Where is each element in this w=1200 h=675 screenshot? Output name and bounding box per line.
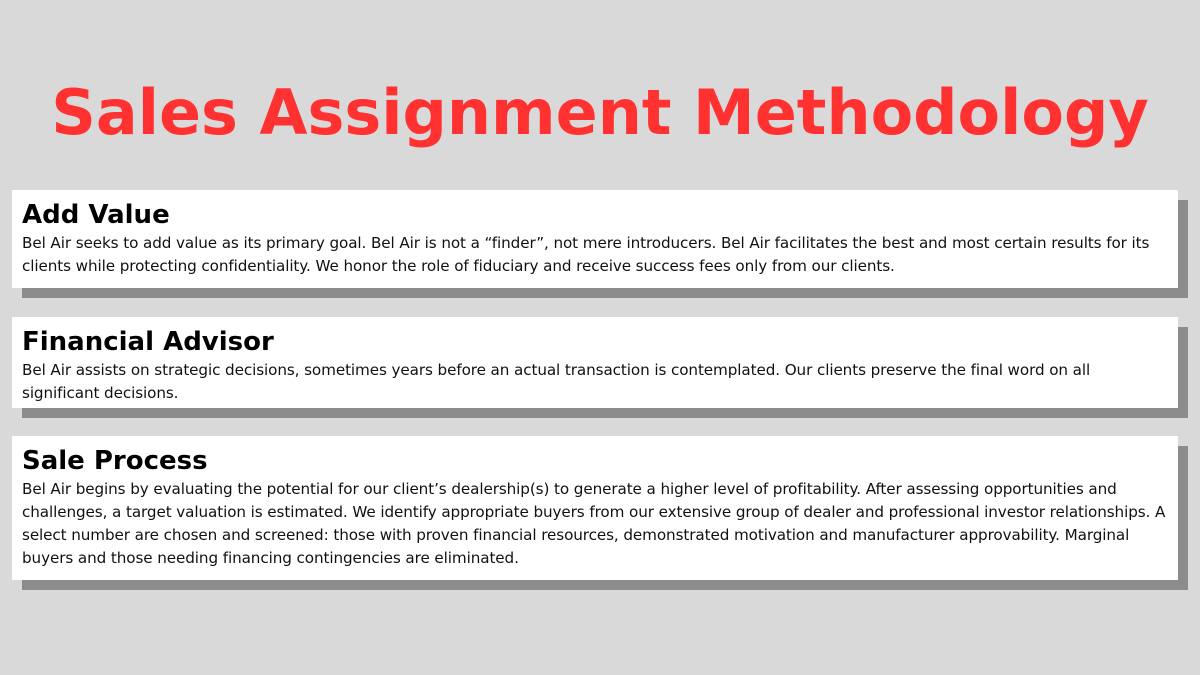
- section-card-sale-process: [12, 436, 1178, 580]
- section-heading: Financial Advisor: [22, 327, 274, 357]
- card-panel: [12, 436, 1178, 580]
- section-card-add-value: [12, 190, 1178, 288]
- section-body: Bel Air seeks to add value as its primary goal. Bel Air is not a “finder”, not mere introducers. Bel Air facilitates the best and most certain results for its clients while protecting confidentiality. We honor the role of fiduciary and receive success fees only from our clients.: [22, 234, 1150, 275]
- card-panel: [12, 317, 1178, 408]
- section-heading: Sale Process: [22, 446, 208, 476]
- section-heading: Add Value: [22, 200, 170, 230]
- page-title: Sales Assignment Methodology: [51, 76, 1149, 149]
- card-panel: [12, 190, 1178, 288]
- section-body: Bel Air assists on strategic decisions, sometimes years before an actual transaction is contemplated. Our clients preserve the final word on all significant decisions.: [22, 361, 1091, 402]
- section-card-financial-advisor: [12, 317, 1178, 408]
- section-body: Bel Air begins by evaluating the potential for our client’s dealership(s) to generate a higher level of profitability. After assessing opportunities and challenges, a target valuation is estimated. We identify appropriate buyers from our extensive group of dealer and professional investor relationships. A select number are chosen and screened: those with proven financial resources, demonstrated motivation and manufacturer approvability. Marginal buyers and those needing financing contingencies are eliminated.: [22, 480, 1166, 567]
